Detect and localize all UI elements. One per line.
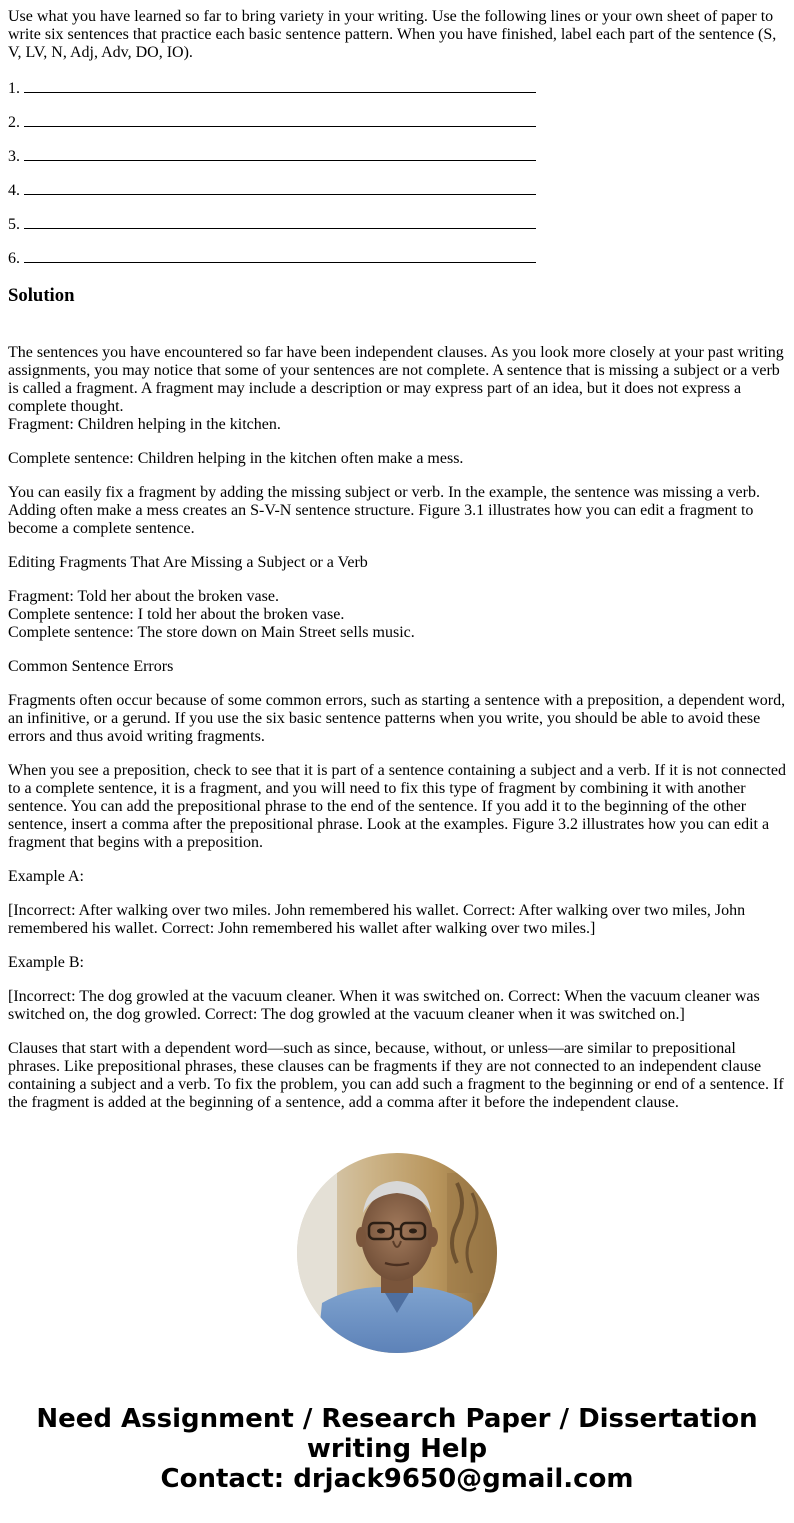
fragment-intro-paragraph [8, 344, 788, 434]
example-b-text: [Incorrect: The dog growled at the vacuum cleaner. When it was switched on. Correct: When the vacuum cleaner was switched on, the dog growled. Correct: The dog growled at the vacuum cleaner when it was switched on.] [8, 988, 760, 1023]
answer-line-4 [8, 180, 788, 198]
blank-line [24, 112, 536, 127]
line-number: 5. [8, 216, 20, 233]
line-number: 4. [8, 182, 20, 199]
portrait-image [297, 1153, 497, 1353]
line-number: 3. [8, 148, 20, 165]
line-number: 1. [8, 80, 20, 97]
editing-fragments-heading: Editing Fragments That Are Missing a Subject or a Verb [8, 554, 368, 571]
blank-line [24, 78, 536, 93]
fragment-examples [8, 588, 788, 642]
blank-line [24, 248, 536, 263]
cta-contact: Contact: drjack9650@gmail.com [160, 1464, 634, 1494]
preposition-paragraph: When you see a preposition, check to see that it is part of a sentence containing a subject and a verb. If it is not connected to a complete sentence, it is a fragment, and you will need to fix this type of fragment by combining it with another sentence. You can add the prepositional phrase to the end of the sentence. If you add it to the beginning of the other sentence, insert a comma after the prepositional phrase. Look at the examples. Figure 3.2 illustrates how you can edit a fragment that begins with a preposition. [8, 762, 786, 851]
example-b-label: Example B: [8, 954, 84, 971]
contact-banner [0, 1404, 794, 1494]
complete-sentence-line: Complete sentence: The store down on Main Street sells music. [8, 624, 415, 641]
blank-line [24, 146, 536, 161]
answer-line-5 [8, 214, 788, 232]
answer-line-6 [8, 248, 788, 266]
document-content [8, 8, 788, 1128]
common-errors-heading: Common Sentence Errors [8, 658, 174, 675]
complete-sentence-line: Complete sentence: I told her about the broken vase. [8, 606, 345, 623]
line-number: 2. [8, 114, 20, 131]
fix-fragment-paragraph: You can easily fix a fragment by adding the missing subject or verb. In the example, the sentence was missing a verb. Adding often make a mess creates an S-V-N sentence structure. Figure 3.1 illustrates how you can edit a fragment to become a complete sentence. [8, 484, 760, 537]
instructions-paragraph: Use what you have learned so far to bring variety in your writing. Use the following lines or your own sheet of paper to write six sentences that practice each basic sentence pattern. When you have finished, label each part of the sentence (S, V, LV, N, Adj, Adv, DO, IO). [8, 8, 777, 61]
fragment-example: Fragment: Children helping in the kitchen. [8, 416, 281, 433]
complete-sentence-example: Complete sentence: Children helping in the kitchen often make a mess. [8, 450, 464, 467]
answer-line-2 [8, 112, 788, 130]
example-a-text: [Incorrect: After walking over two miles. John remembered his wallet. Correct: After walking over two miles, John remembered his wallet. Correct: John remembered his wallet after walking over two miles.] [8, 902, 746, 937]
fragment-example-line: Fragment: Told her about the broken vase. [8, 588, 279, 605]
cta-headline: Need Assignment / Research Paper / Dissertation writing Help [36, 1404, 758, 1464]
blank-line [24, 180, 536, 195]
example-a-label: Example A: [8, 868, 84, 885]
solution-heading: Solution [8, 285, 75, 306]
author-photo [297, 1153, 497, 1353]
fragment-intro-text: The sentences you have encountered so far have been independent clauses. As you look more closely at your past writing assignments, you may notice that some of your sentences are not complete. A sentence that is missing a subject or a verb is called a fragment. A fragment may include a description or may express part of an idea, but it does not express a complete thought. [8, 344, 784, 415]
answer-line-1 [8, 78, 788, 96]
common-errors-paragraph: Fragments often occur because of some common errors, such as starting a sentence with a preposition, a dependent word, an infinitive, or a gerund. If you use the six basic sentence patterns when you write, you should be able to avoid these errors and thus avoid writing fragments. [8, 692, 786, 745]
blank-line [24, 214, 536, 229]
line-number: 6. [8, 250, 20, 267]
dependent-word-paragraph: Clauses that start with a dependent word—such as since, because, without, or unless—are similar to prepositional phrases. Like prepositional phrases, these clauses can be fragments if they are not connected to an independent clause containing a subject and a verb. To fix the problem, you can add such a fragment to the beginning or end of a sentence. If the fragment is added at the beginning of a sentence, add a comma after it before the independent clause. [8, 1040, 784, 1111]
answer-line-3 [8, 146, 788, 164]
